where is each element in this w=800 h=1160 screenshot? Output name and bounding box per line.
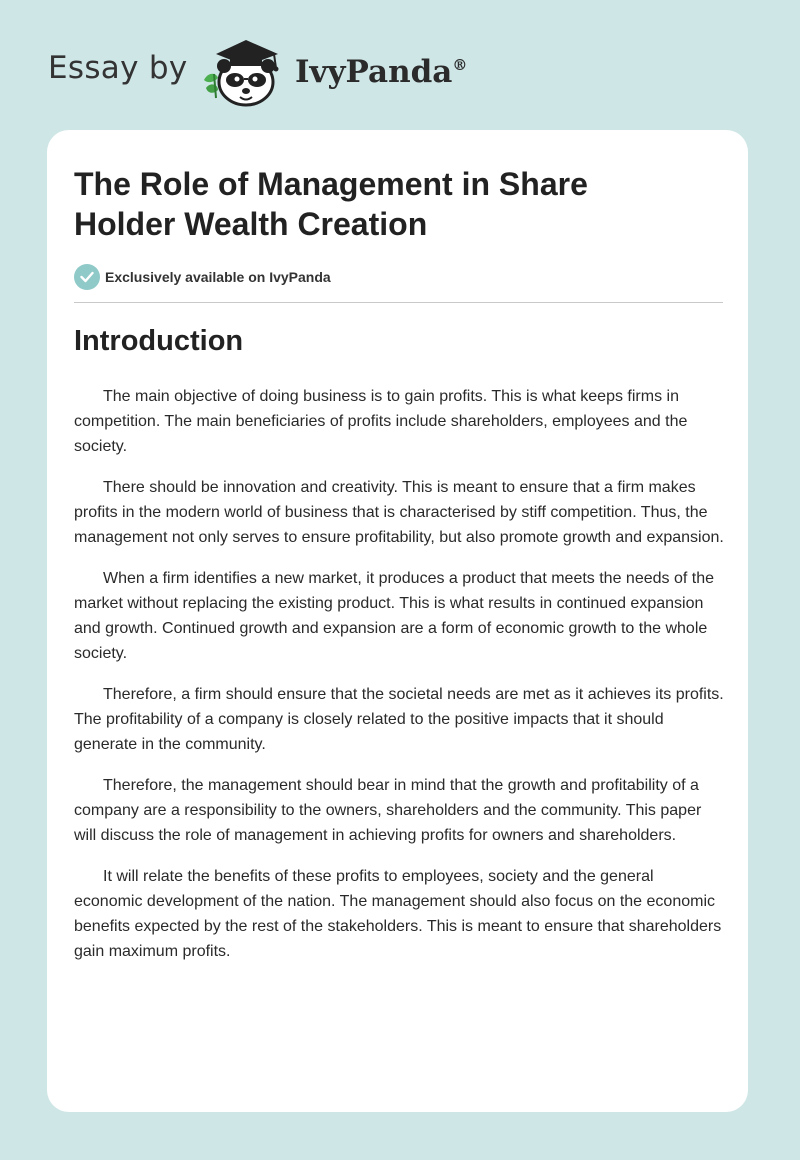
section-heading-introduction: Introduction [74,325,244,357]
site-header [0,0,800,130]
essay-by-label: Essay by [48,50,188,86]
panda-logo-icon[interactable] [200,36,292,108]
paragraph: Therefore, a firm should ensure that the societal needs are met as it achieves its profits. The profitability of a company is closely related to the positive impacts that it should generate in the community. [74,686,724,753]
paragraph: There should be innovation and creativity. This is meant to ensure that a firm makes profits in the modern world of business that is characterised by stiff competition. Thus, the management not only serves to ensure profitability, but also promote growth and expansion. [74,479,724,546]
exclusive-label: Exclusively available on IvyPanda [105,269,331,285]
brand-name[interactable] [295,54,467,90]
brand-text: IvyPanda [295,54,453,90]
paragraph: It will relate the benefits of these profits to employees, society and the general economic development of the nation. The management should also focus on the economic benefits expected by the rest of the stakeholders. This is meant to ensure that shareholders gain maximum profits. [74,868,722,960]
title-divider [74,302,723,303]
essay-card [47,130,748,1112]
paragraph: The main objective of doing business is to gain profits. This is what keeps firms in competition. The main beneficiaries of profits include shareholders, employees and the society. [74,388,688,455]
registered-mark: ® [452,56,468,74]
paragraph: Therefore, the management should bear in mind that the growth and profitability of a company are a responsibility to the owners, shareholders and the community. This paper will discuss the role of management in achieving profits for owners and shareholders. [74,777,702,844]
essay-body [74,384,725,980]
paragraph: When a firm identifies a new market, it produces a product that meets the needs of the market without replacing the existing product. This is what results in continued expansion and growth. Continued growth and expansion are a form of economic growth to the whole society. [74,570,714,662]
exclusive-badge [74,264,331,290]
check-icon [74,264,100,290]
essay-title: The Role of Management in Share Holder Wealth Creation [74,166,588,242]
